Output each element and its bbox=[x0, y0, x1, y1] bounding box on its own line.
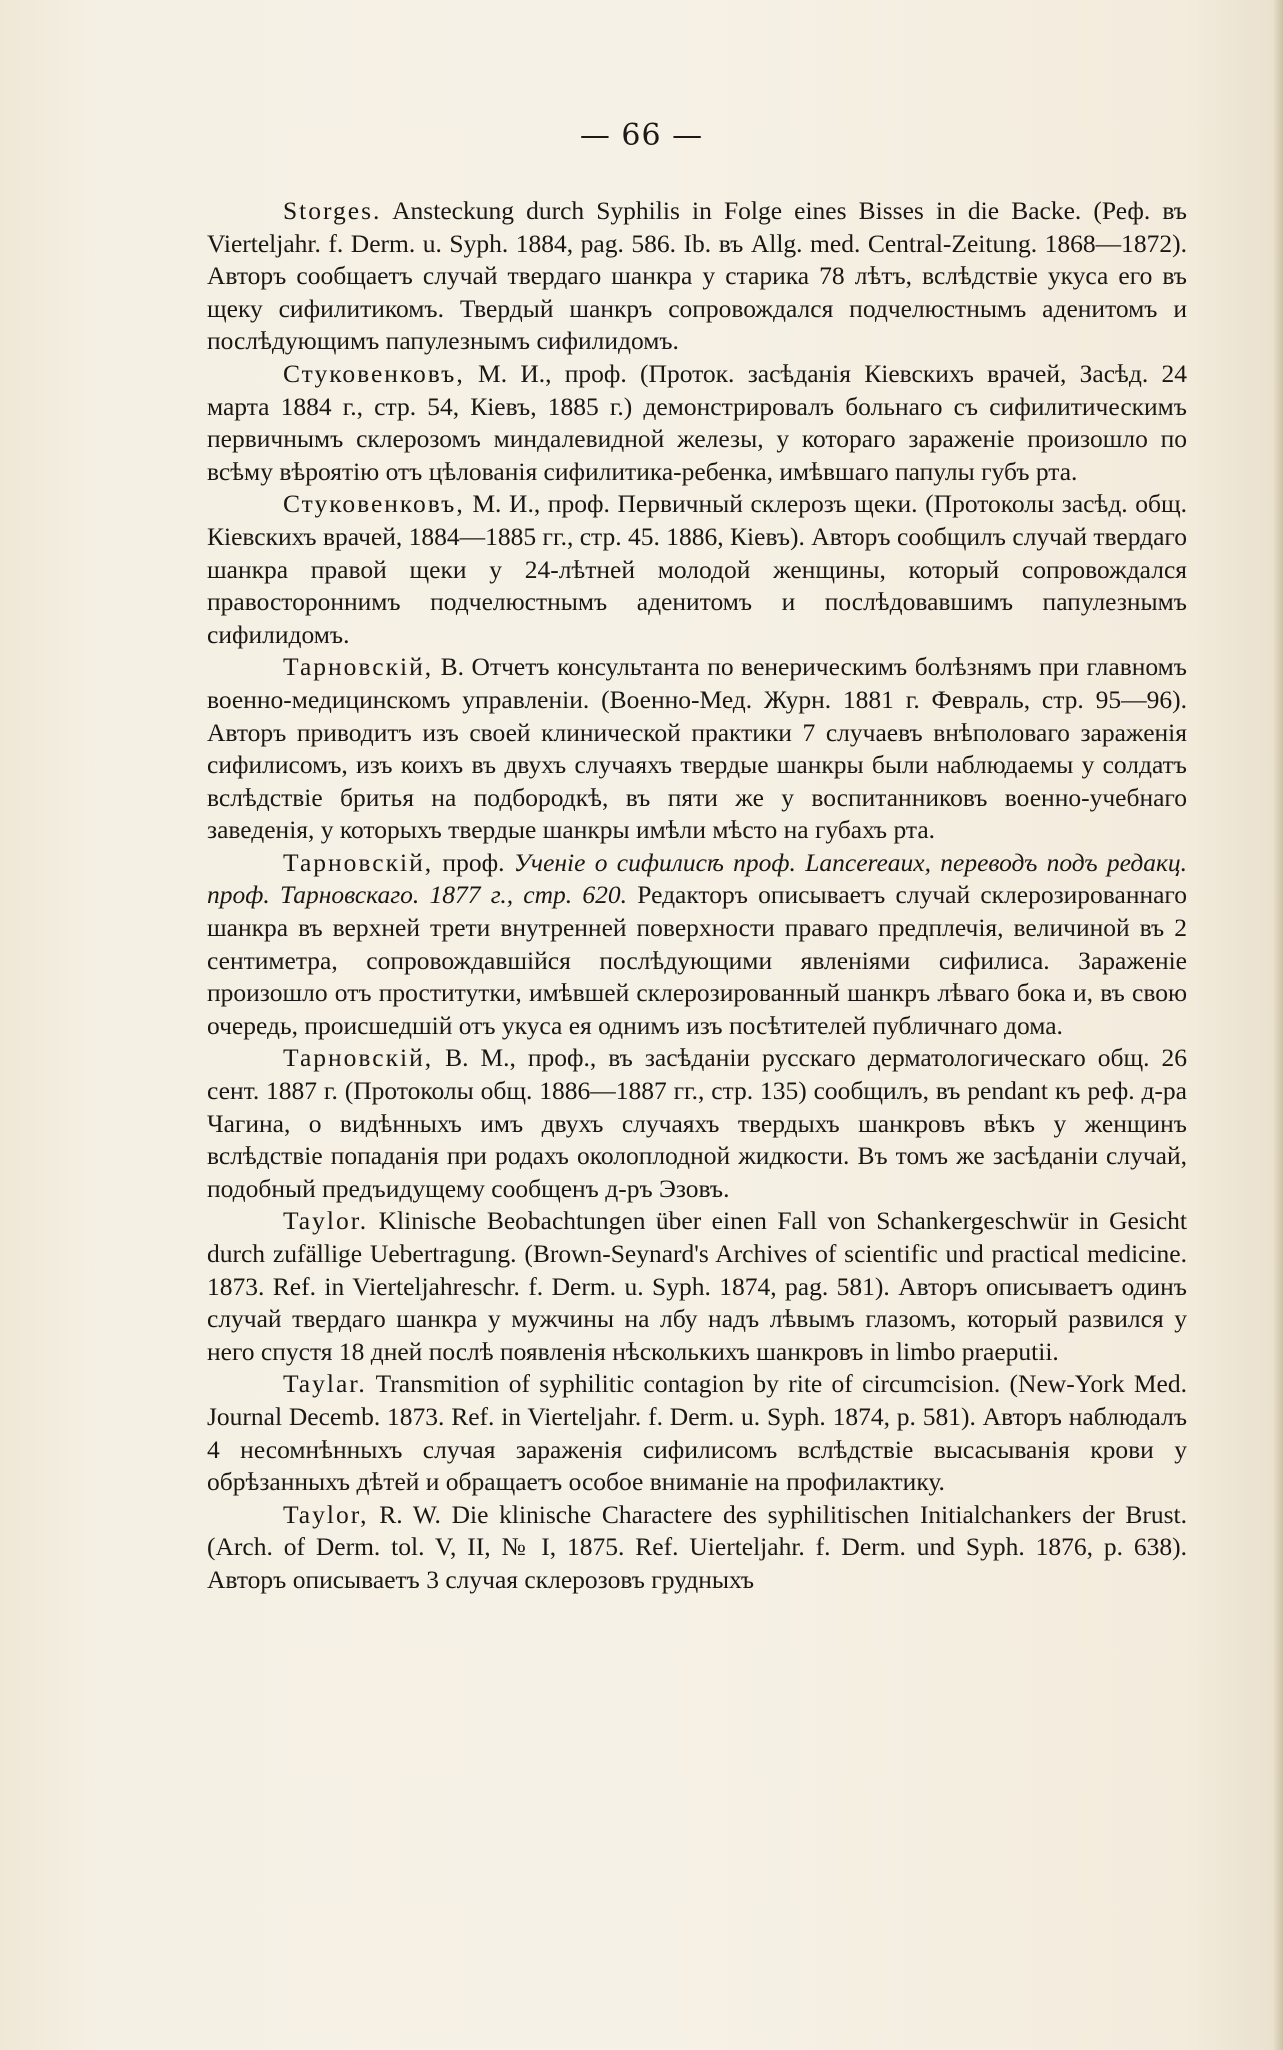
entry-storges bbox=[207, 195, 1187, 358]
entry-text: М. И., проф. (Проток. засѣданія Кіевскихъ врачей, Засѣд. 24 марта 1884 г., стр. 54, Кіевъ, 1885 г.) демонстрировалъ больнаго съ сифилитическимъ первичнымъ склерозомъ миндалевидной железы, у котораго зараженіе произошло по всѣму вѣроятію отъ цѣлованія сифилитика-ребенка, имѣвшаго папулы губъ рта. bbox=[207, 358, 1188, 486]
entry-text: R. W. Die klinische Charactere des syphilitischen Initialchankers der Brust. (Arch. of Derm. tol. V, II, № I, 1875. Ref. Uierteljahr. f. Derm. und Syph. 1876, p. 638). Авторъ описываетъ 3 случая склерозовъ грудныхъ bbox=[207, 1499, 1188, 1594]
entry-taylar bbox=[207, 1368, 1187, 1498]
entry-text: Transmition of syphilitic contagion by rite of circumcision. (New-York Med. Journal Decemb. 1873. Ref. in Vierteljahr. f. Derm. u. Syph. 1874, p. 581). Авторъ наблюдалъ 4 несомнѣнныхъ случая зараженія сифилисомъ вслѣдствіе высасыванія крови у обрѣзанныхъ дѣтей и обращаетъ особое вниманіе на профилактику. bbox=[207, 1369, 1187, 1497]
entry-text-pre: проф. bbox=[442, 847, 505, 877]
entry-author: Стуковенковъ, bbox=[283, 358, 465, 388]
entry-stukovenkov-1 bbox=[207, 358, 1187, 488]
entry-text: М. И., проф. Первичный склерозъ щеки. (Протоколы засѣд. общ. Кіевскихъ врачей, 1884—1885 гг., стр. 45. 1886, Кіевъ). Авторъ сообщилъ случай твердаго шанкра правой щеки у 24-лѣтней молодой женщины, который сопровождался правостороннимъ подчелюстнымъ аденитомъ и послѣдовавшимъ папулезнымъ сифилидомъ. bbox=[207, 489, 1188, 649]
entry-text: Ansteckung durch Syphilis in Folge eines Bisses in die Backe. (Реф. въ Vierteljahr. f. Derm. u. Syph. 1884, pag. 586. Ib. въ Allg. med. Central-Zeitung. 1868—1872). Авторъ сообщаетъ случай твердаго шанкра у старика 78 лѣтъ, вслѣдствіе укуса его въ щеку сифилитикомъ. Твердый шанкръ сопровождался подчелюстнымъ аденитомъ и послѣдующимъ папулезнымъ сифилидомъ. bbox=[207, 196, 1187, 356]
page-number: — 66 — bbox=[579, 118, 704, 153]
entry-taylor-2 bbox=[207, 1499, 1187, 1597]
entry-text: Редакторъ описываетъ случай склерозированнаго шанкра въ верхней трети внутренней поверхности праваго предплечія, величиной въ 2 сентиметра, сопровождавшійся послѣдующими явленіями сифилиса. Зараженіе произошло отъ проститутки, имѣвшей склерозированный шанкръ лѣваго бока и, въ свою очередь, происшедшій отъ укуса ея однимъ изъ посѣтителей публичнаго дома. bbox=[207, 880, 1188, 1040]
entry-tarnovsky-2 bbox=[207, 847, 1187, 1043]
page-edge-shadow bbox=[1273, 0, 1283, 2050]
entry-stukovenkov-2 bbox=[207, 488, 1187, 651]
entry-author: Тарновскій, bbox=[283, 1043, 434, 1073]
entry-taylor-1 bbox=[207, 1205, 1187, 1368]
entry-author: Taylar. bbox=[283, 1369, 367, 1399]
entry-italic-citation: Ученіе о сифилисѣ проф. Lancereaux, переводъ подъ редакц. проф. Тарновскаго. 1877 г., стр. 620. bbox=[207, 847, 1188, 910]
entry-text: Klinische Beobachtungen über einen Fall von Schankergeschwür in Gesicht durch zufällige Uebertragung. (Brown-Seynard's Archives of scientific und practical medicine. 1873. Ref. in Vierteljahreschr. f. Derm. u. Syph. 1874, pag. 581). Авторъ описываетъ одинъ случай твердаго шанкра у мужчины на лбу надъ лѣвымъ глазомъ, который развился у него спустя 18 дней послѣ появленія нѣсколькихъ шанкровъ in limbo praeputii. bbox=[207, 1206, 1187, 1366]
entry-author: Тарновскій, bbox=[283, 847, 434, 877]
entry-tarnovsky-3 bbox=[207, 1042, 1187, 1205]
entry-author: Тарновскій, bbox=[283, 652, 434, 682]
entry-text: В. Отчетъ консультанта по венерическимъ болѣзнямъ при главномъ военно-медицинскомъ управленіи. (Военно-Мед. Журн. 1881 г. Февраль, стр. 95—96). Авторъ приводитъ изъ своей клинической практики 7 случаевъ внѣполоваго зараженія сифилисомъ, изъ коихъ въ двухъ случаяхъ твердые шанкры были наблюдаемы у солдатъ вслѣдствіе бритья на подбородкѣ, въ пяти же у воспитанниковъ военно-учебнаго заведенія, у которыхъ твердые шанкры имѣли мѣсто на губахъ рта. bbox=[207, 652, 1187, 845]
entry-text: В. М., проф., въ засѣданіи русскаго дерматологическаго общ. 26 сент. 1887 г. (Протоколы общ. 1886—1887 гг., стр. 135) сообщилъ, въ pendant къ реф. д-ра Чагина, о видѣнныхъ имъ двухъ случаяхъ твердыхъ шанкровъ вѣкъ у женщинъ вслѣдствіе попаданія при родахъ околоплодной жидкости. Въ томъ же засѣданіи случай, подобный предъидущему сообщенъ д-ръ Эзовъ. bbox=[207, 1043, 1187, 1203]
entry-author: Taylor. bbox=[283, 1206, 369, 1236]
entry-author: Стуковенковъ, bbox=[283, 489, 465, 519]
entry-author: Taylor, bbox=[283, 1499, 369, 1529]
bibliography-body bbox=[207, 195, 1187, 1597]
entry-tarnovsky-1 bbox=[207, 651, 1187, 847]
entry-author: Storges. bbox=[283, 196, 382, 225]
